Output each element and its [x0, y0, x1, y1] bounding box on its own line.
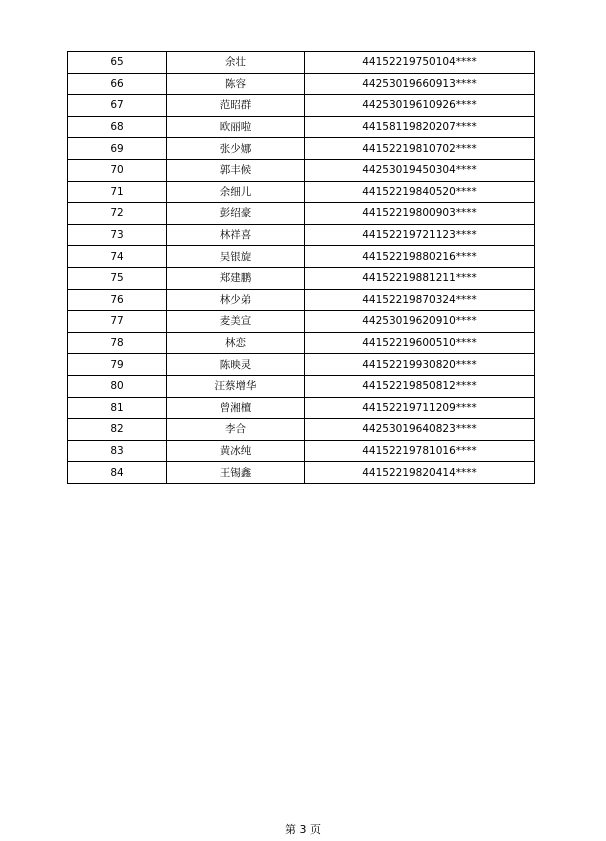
table-row — [68, 116, 535, 138]
name-cell: 麦美宣 — [167, 311, 305, 333]
name-cell: 汪蔡增华 — [167, 375, 305, 397]
row-number-cell: 77 — [68, 311, 167, 333]
table-row — [68, 203, 535, 225]
table-row — [68, 440, 535, 462]
roster-table-body — [68, 52, 535, 484]
name-cell: 陈容 — [167, 73, 305, 95]
id-number-cell: 44152219870324**** — [305, 289, 535, 311]
table-row — [68, 224, 535, 246]
row-number-cell: 73 — [68, 224, 167, 246]
row-number-cell: 79 — [68, 354, 167, 376]
name-cell: 范昭群 — [167, 95, 305, 117]
table-row — [68, 354, 535, 376]
id-number-cell: 44253019610926**** — [305, 95, 535, 117]
name-cell: 黄冰纯 — [167, 440, 305, 462]
id-number-cell: 44152219781016**** — [305, 440, 535, 462]
name-cell: 林恋 — [167, 332, 305, 354]
row-number-cell: 72 — [68, 203, 167, 225]
id-number-cell: 44152219711209**** — [305, 397, 535, 419]
name-cell: 欧丽啦 — [167, 116, 305, 138]
name-cell: 陈映灵 — [167, 354, 305, 376]
name-cell: 林祥喜 — [167, 224, 305, 246]
id-number-cell: 44152219881211**** — [305, 267, 535, 289]
id-number-cell: 44158119820207**** — [305, 116, 535, 138]
table-row — [68, 138, 535, 160]
table-row — [68, 332, 535, 354]
row-number-cell: 80 — [68, 375, 167, 397]
name-cell: 林少弟 — [167, 289, 305, 311]
id-number-cell: 44253019450304**** — [305, 159, 535, 181]
table-row — [68, 159, 535, 181]
id-number-cell: 44152219810702**** — [305, 138, 535, 160]
row-number-cell: 65 — [68, 52, 167, 74]
row-number-cell: 69 — [68, 138, 167, 160]
id-number-cell: 44253019620910**** — [305, 311, 535, 333]
id-number-cell: 44152219850812**** — [305, 375, 535, 397]
table-row — [68, 73, 535, 95]
name-cell: 李合 — [167, 419, 305, 441]
row-number-cell: 76 — [68, 289, 167, 311]
table-row — [68, 375, 535, 397]
row-number-cell: 75 — [68, 267, 167, 289]
table-row — [68, 246, 535, 268]
table-row — [68, 95, 535, 117]
id-number-cell: 44152219750104**** — [305, 52, 535, 74]
table-row — [68, 289, 535, 311]
row-number-cell: 84 — [68, 462, 167, 484]
row-number-cell: 71 — [68, 181, 167, 203]
table-row — [68, 419, 535, 441]
table-row — [68, 462, 535, 484]
table-row — [68, 181, 535, 203]
id-number-cell: 44152219721123**** — [305, 224, 535, 246]
id-number-cell: 44152219930820**** — [305, 354, 535, 376]
row-number-cell: 68 — [68, 116, 167, 138]
table-row — [68, 311, 535, 333]
id-number-cell: 44152219820414**** — [305, 462, 535, 484]
id-number-cell: 44152219880216**** — [305, 246, 535, 268]
table-row — [68, 267, 535, 289]
id-number-cell: 44152219840520**** — [305, 181, 535, 203]
name-cell: 吴银旋 — [167, 246, 305, 268]
id-number-cell: 44152219800903**** — [305, 203, 535, 225]
name-cell: 彭绍豪 — [167, 203, 305, 225]
name-cell: 王锡鑫 — [167, 462, 305, 484]
page-number: 第 3 页 — [285, 823, 321, 836]
row-number-cell: 82 — [68, 419, 167, 441]
row-number-cell: 66 — [68, 73, 167, 95]
table-row — [68, 397, 535, 419]
name-cell: 余壮 — [167, 52, 305, 74]
id-number-cell: 44253019660913**** — [305, 73, 535, 95]
id-number-cell: 44253019640823**** — [305, 419, 535, 441]
row-number-cell: 83 — [68, 440, 167, 462]
name-cell: 郭丰候 — [167, 159, 305, 181]
name-cell: 张少娜 — [167, 138, 305, 160]
table-row — [68, 52, 535, 74]
name-cell: 郑建鹏 — [167, 267, 305, 289]
row-number-cell: 78 — [68, 332, 167, 354]
id-number-cell: 44152219600510**** — [305, 332, 535, 354]
name-cell: 曾湘檀 — [167, 397, 305, 419]
row-number-cell: 81 — [68, 397, 167, 419]
roster-table — [67, 51, 535, 484]
name-cell: 余细儿 — [167, 181, 305, 203]
row-number-cell: 74 — [68, 246, 167, 268]
row-number-cell: 70 — [68, 159, 167, 181]
row-number-cell: 67 — [68, 95, 167, 117]
